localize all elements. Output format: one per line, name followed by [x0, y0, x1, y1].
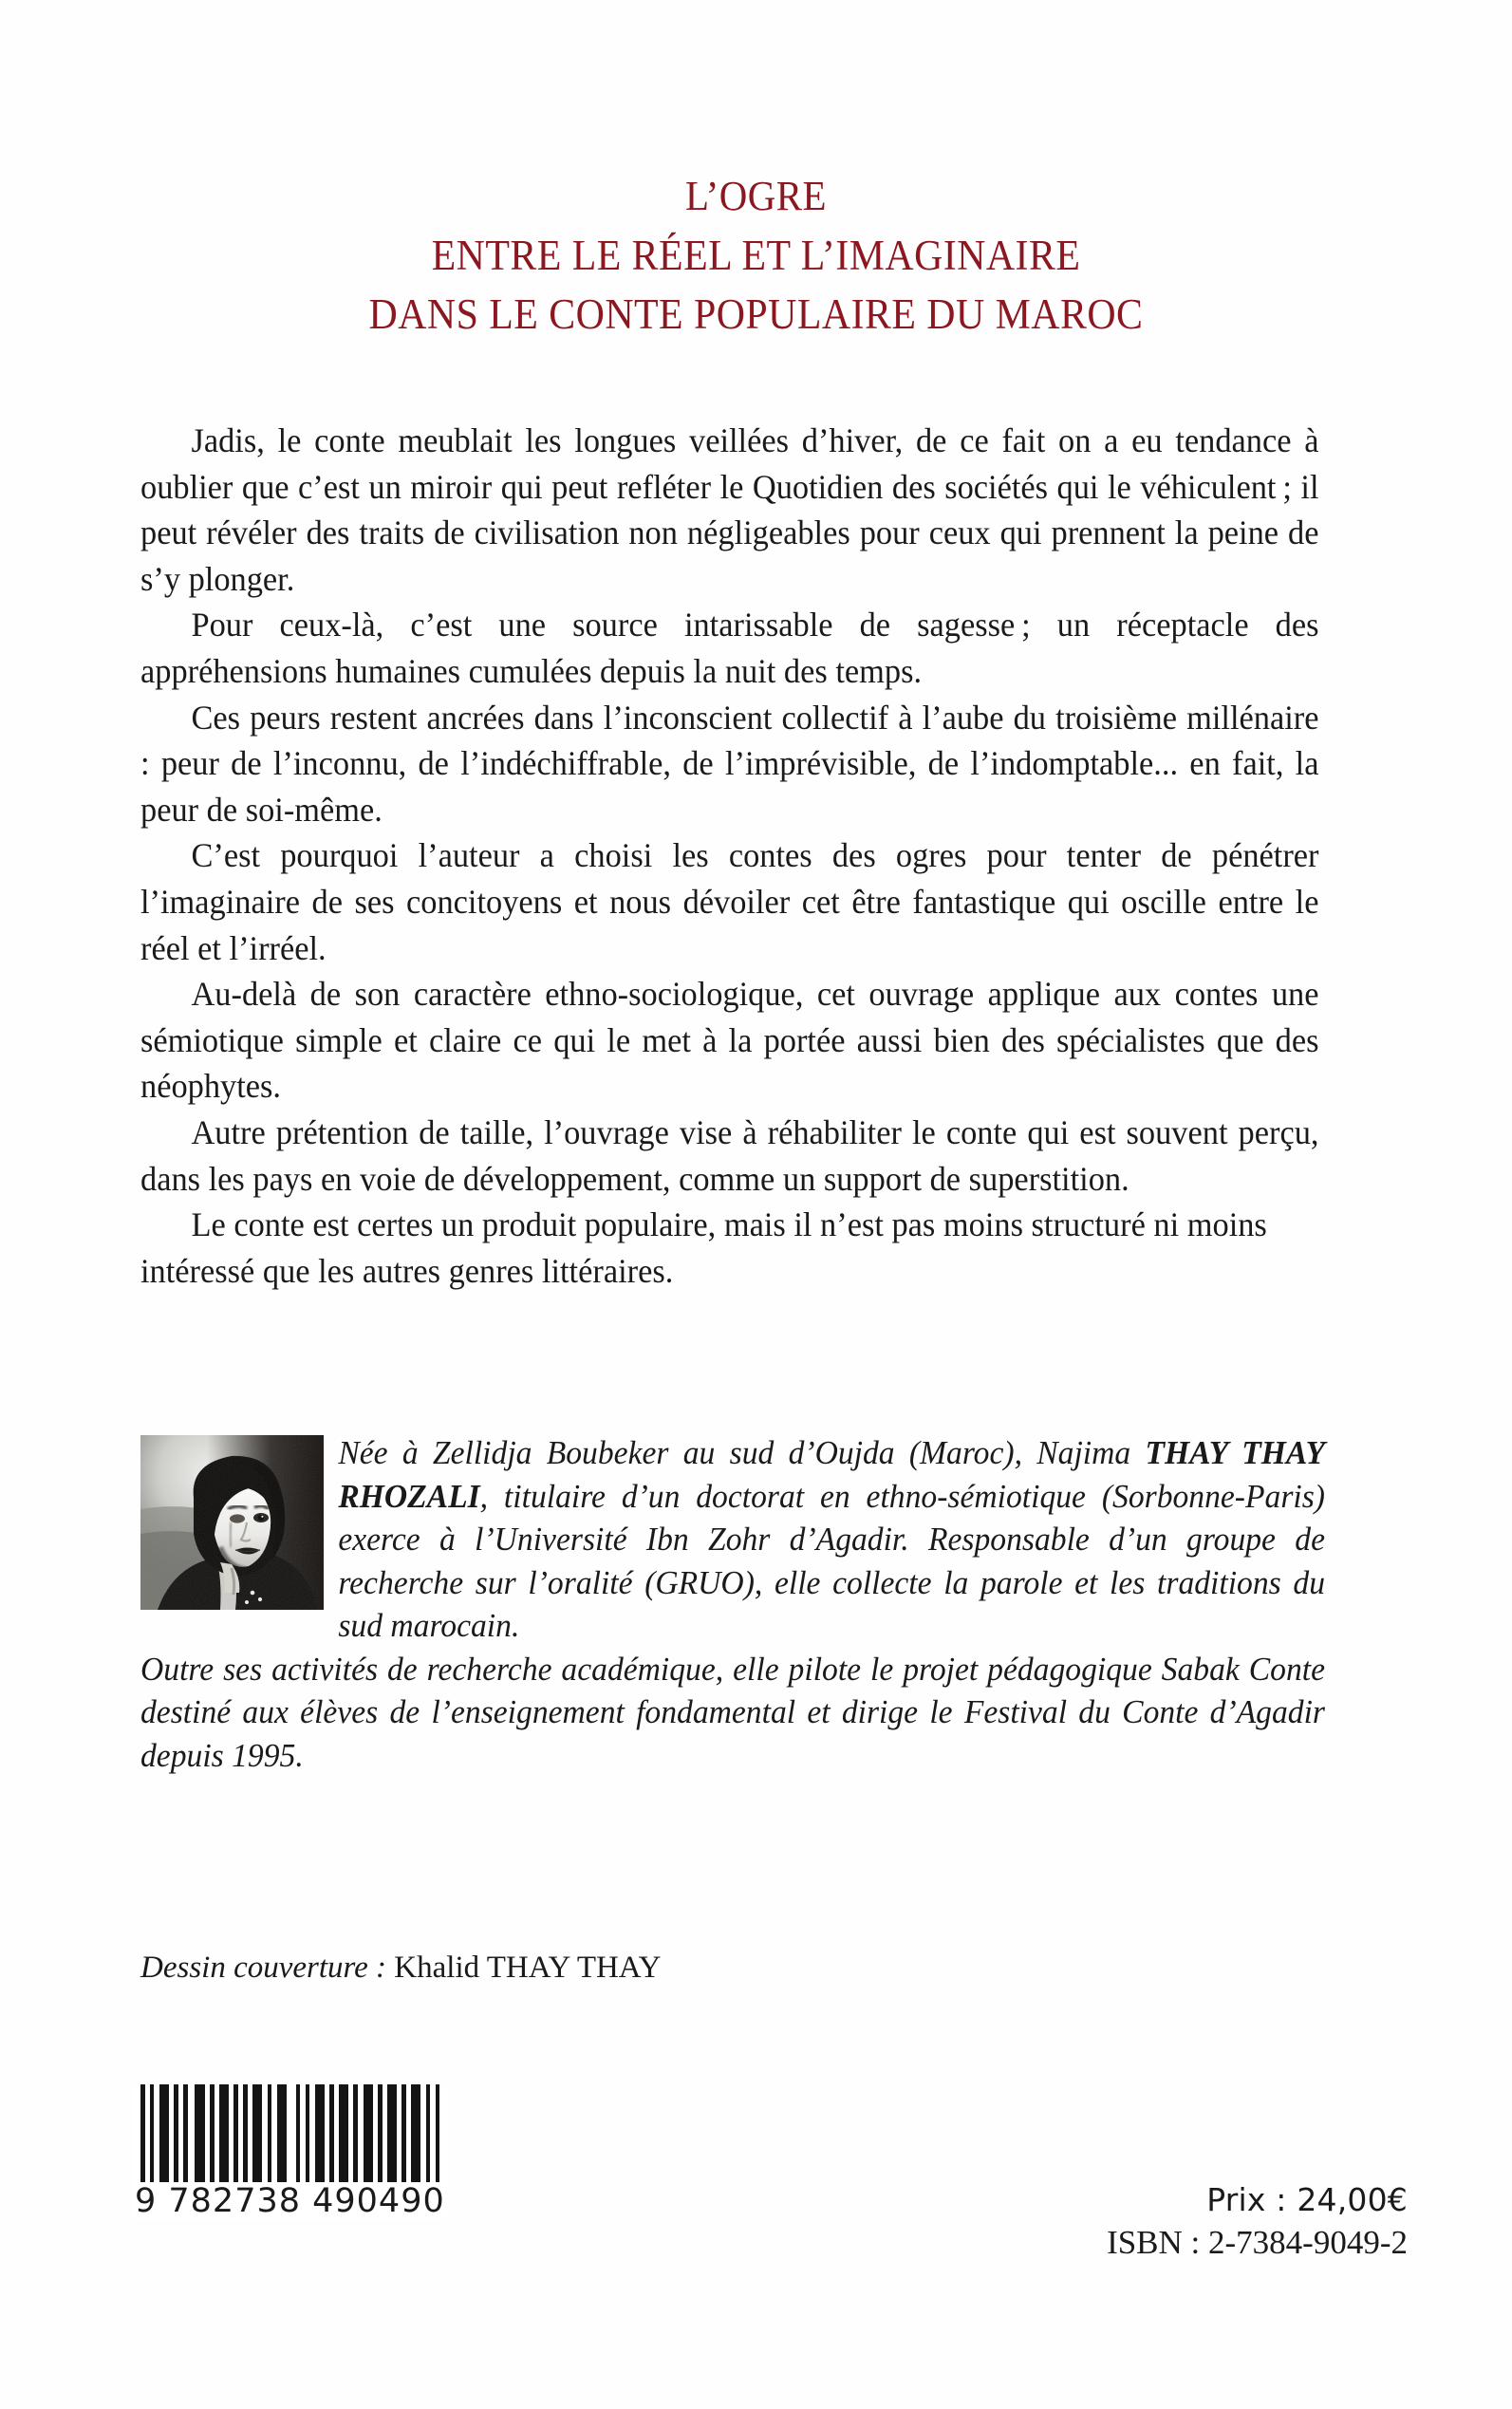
- credit-value: Khalid THAY THAY: [394, 1951, 662, 1985]
- author-bio-paragraph-2: Outre ses activités de recherche académique, elle pilote le projet pédagogique Sabak Conte destiné aux élèves de l’enseignement fondamental et dirige le Festival du Conte d’Agadir depuis 1995.: [140, 1650, 1325, 1774]
- author-name: THAY THAY RHOZALI: [338, 1434, 1325, 1515]
- author-bio-section: [140, 1431, 1374, 1777]
- blurb-paragraph: Jadis, le conte meublait les longues veillées d’hiver, de ce fait on a eu tendance à oublier que c’est un miroir qui peut refléter le Quotidien des sociétés qui le véhiculent ; il peut révéler des traits de civilisation non négligeables pour ceux qui prennent la peine de s’y plonger.: [140, 421, 1319, 598]
- price-isbn-block: [1107, 2179, 1408, 2265]
- blurb-paragraph: Ces peurs restent ancrées dans l’inconscient collectif à l’aube du troisième millénaire : peur de l’inconnu, de l’indéchiffrable, de l’imprévisible, de l’indomptable... en fait, la peur de soi-même.: [140, 698, 1319, 829]
- author-bio-paragraph-1: [140, 1431, 1325, 1648]
- blurb-paragraph: Pour ceux-là, c’est une source intarissable de sagesse ; un réceptacle des appréhensions humaines cumulées depuis la nuit des temps.: [140, 606, 1319, 690]
- blurb-paragraph: Autre prétention de taille, l’ouvrage vise à réhabiliter le conte qui est souvent perçu, dans les pays en voie de développement, comme un support de superstition.: [140, 1112, 1319, 1198]
- barcode-digits: 9 782738 490490: [135, 2182, 445, 2220]
- blurb-paragraph: Au-delà de son caractère ethno-sociologique, cet ouvrage applique aux contes une sémiotique simple et claire ce qui le met à la portée aussi bien des spécialistes que des néophytes.: [140, 975, 1319, 1106]
- blurb-paragraph: C’est pourquoi l’auteur a choisi les contes des ogres pour tenter de pénétrer l’imaginaire de ses concitoyens et nous dévoiler cet être fantastique qui oscille entre le réel et l’irréel.: [140, 836, 1319, 967]
- bio-text-part-b: , titulaire d’un doctorat en ethno-sémiotique (Sorbonne-Paris) exerce à l’Université Ibn Zohr d’Agadir. Responsable d’un groupe de recherche sur l’oralité (GRUO), elle collecte la parole et les traditions du sud marocain.: [338, 1477, 1325, 1644]
- isbn-label: ISBN : 2-7384-9049-2: [1107, 2224, 1408, 2261]
- ean13-barcode: [133, 2084, 446, 2220]
- price-label: Prix : 24,00€: [1206, 2181, 1408, 2218]
- title-line-1: L’OGRE: [684, 173, 828, 219]
- bio-text-part-a: Née à Zellidja Boubeker au sud d’Oujda (Maroc), Najima: [338, 1434, 1146, 1471]
- blurb-paragraph: Le conte est certes un produit populaire, mais il n’est pas moins structuré ni moins intéressé que les autres genres littéraires.: [140, 1205, 1267, 1290]
- book-title: [0, 167, 1512, 344]
- back-cover-blurb: [140, 418, 1374, 1294]
- title-line-2: ENTRE LE RÉEL ET L’IMAGINAIRE: [431, 232, 1081, 279]
- cover-illustration-credit: [140, 1951, 661, 1986]
- credit-label: Dessin couverture :: [140, 1951, 387, 1985]
- title-line-3: DANS LE CONTE POPULAIRE DU MAROC: [368, 290, 1144, 338]
